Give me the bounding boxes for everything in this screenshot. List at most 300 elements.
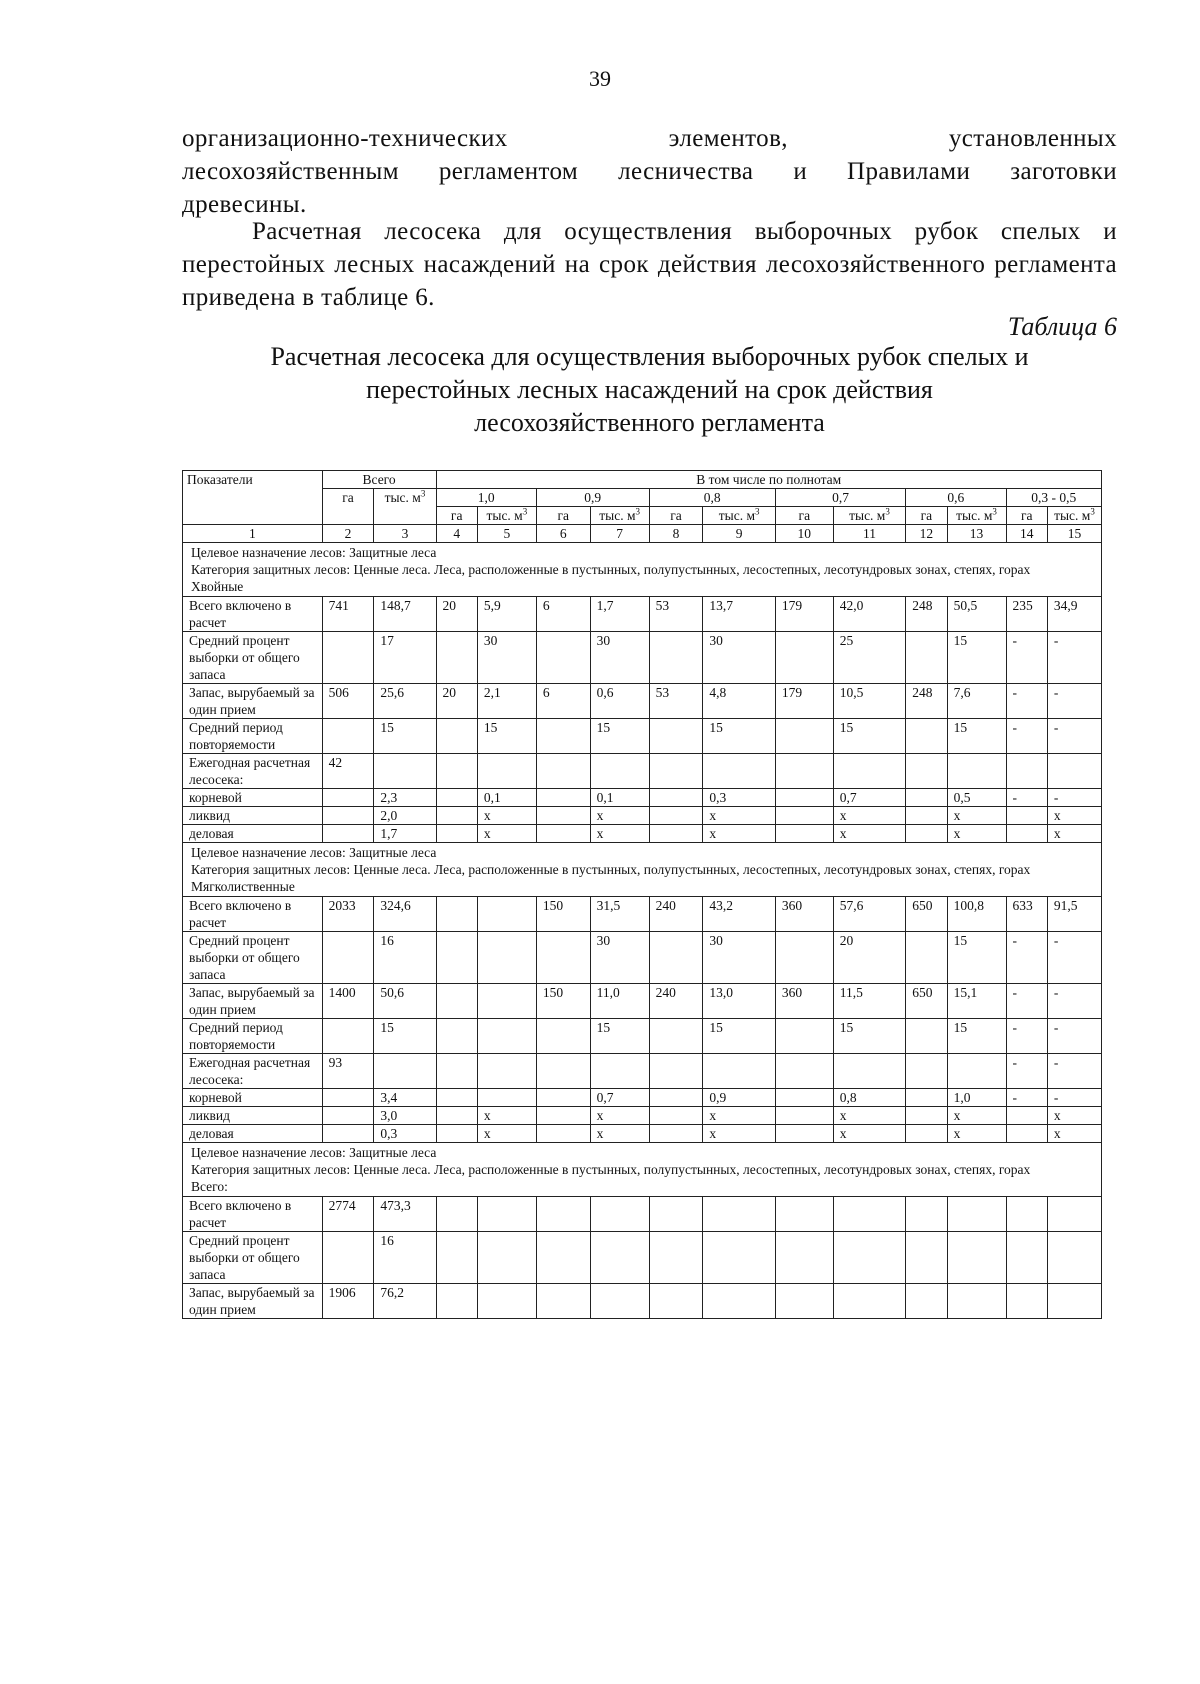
table-cell xyxy=(775,1107,833,1125)
table-cell: 15 xyxy=(947,932,1006,984)
table-cell xyxy=(536,632,590,684)
table-cell: 360 xyxy=(775,897,833,932)
table-row xyxy=(183,789,1102,807)
table-cell xyxy=(477,754,536,789)
table-cell: 4,8 xyxy=(703,684,775,719)
table-cell: 6 xyxy=(536,597,590,632)
table-cell xyxy=(477,984,536,1019)
table-label: Таблица 6 xyxy=(1007,312,1117,341)
table-cell xyxy=(649,1019,703,1054)
table-cell xyxy=(322,1125,374,1143)
table-cell: 0,7 xyxy=(590,1089,649,1107)
table-cell xyxy=(703,1232,775,1284)
paragraph1-word: организационно-технических xyxy=(182,125,508,152)
table-cell xyxy=(906,1232,947,1284)
table-cell xyxy=(649,719,703,754)
section-header-line: Мягколиственные xyxy=(191,879,295,894)
header-unit-ha: га xyxy=(649,507,703,525)
table-cell xyxy=(322,632,374,684)
table-cell xyxy=(590,1197,649,1232)
table-cell: 240 xyxy=(649,897,703,932)
table-cell: - xyxy=(1006,1054,1047,1089)
table-row xyxy=(183,807,1102,825)
header-density: 0,8 xyxy=(649,489,775,507)
table-cell xyxy=(703,754,775,789)
column-number: 2 xyxy=(322,525,374,543)
table-cell xyxy=(477,897,536,932)
table-cell xyxy=(947,754,1006,789)
table-cell xyxy=(833,754,905,789)
table-cell: 91,5 xyxy=(1047,897,1101,932)
table-cell: x xyxy=(590,825,649,843)
row-label: Средний процент выборки от общего запаса xyxy=(183,1232,323,1284)
table-cell: 741 xyxy=(322,597,374,632)
row-label: корневой xyxy=(183,1089,323,1107)
table-cell xyxy=(590,1284,649,1319)
table-cell: 179 xyxy=(775,597,833,632)
paragraph-continuation xyxy=(182,122,1117,221)
page-number: 39 xyxy=(589,66,611,91)
table-cell: - xyxy=(1047,1054,1101,1089)
table-cell xyxy=(947,1284,1006,1319)
table-cell xyxy=(906,632,947,684)
table-cell: x xyxy=(833,1125,905,1143)
row-label: Средний период повторяемости xyxy=(183,719,323,754)
table-cell: 633 xyxy=(1006,897,1047,932)
table-cell: x xyxy=(703,825,775,843)
table-cell: 235 xyxy=(1006,597,1047,632)
table-row xyxy=(183,1197,1102,1232)
table-cell xyxy=(906,1197,947,1232)
table-cell xyxy=(322,932,374,984)
table-cell xyxy=(649,807,703,825)
table-cell xyxy=(322,789,374,807)
row-label: Ежегодная расчетная лесосека: xyxy=(183,754,323,789)
column-number: 7 xyxy=(590,525,649,543)
table-cell xyxy=(536,719,590,754)
row-label: Запас, вырубаемый за один прием xyxy=(183,684,323,719)
table-cell xyxy=(775,1284,833,1319)
table-cell xyxy=(775,825,833,843)
table-cell xyxy=(322,1232,374,1284)
table-cell xyxy=(649,1107,703,1125)
table-cell xyxy=(649,789,703,807)
table-cell xyxy=(833,1197,905,1232)
row-label: Всего включено в расчет xyxy=(183,897,323,932)
row-label: ликвид xyxy=(183,1107,323,1125)
column-number: 13 xyxy=(947,525,1006,543)
table-cell xyxy=(374,1054,436,1089)
table-cell xyxy=(1006,1197,1047,1232)
table-cell xyxy=(1047,1197,1101,1232)
table-cell: x xyxy=(833,807,905,825)
harvest-table xyxy=(182,470,1102,1319)
table-cell xyxy=(436,1089,477,1107)
table-cell xyxy=(906,754,947,789)
table-cell xyxy=(649,1197,703,1232)
table-cell: 53 xyxy=(649,684,703,719)
table-cell: 0,7 xyxy=(833,789,905,807)
table-cell: 50,6 xyxy=(374,984,436,1019)
header-unit-m3: тыс. $м^3$ xyxy=(833,507,905,525)
row-label: Всего включено в расчет xyxy=(183,1197,323,1232)
paragraph1-line3: древесины. xyxy=(182,191,307,218)
header-unit-ha: га xyxy=(1006,507,1047,525)
table-cell xyxy=(436,1019,477,1054)
table-cell xyxy=(536,1232,590,1284)
table-cell: 53 xyxy=(649,597,703,632)
table-cell: 13,7 xyxy=(703,597,775,632)
table-cell: x xyxy=(477,1107,536,1125)
table-cell xyxy=(906,1054,947,1089)
table-cell xyxy=(775,1089,833,1107)
table-cell xyxy=(322,1107,374,1125)
table-cell: 25 xyxy=(833,632,905,684)
table-cell: - xyxy=(1006,932,1047,984)
section-header-line: Категория защитных лесов: Ценные леса. Леса, расположенные в пустынных, полупустынных, лесостепных, лесотундровых зонах, степях, горах xyxy=(191,562,1031,577)
table-cell: x xyxy=(947,1125,1006,1143)
table-cell: 25,6 xyxy=(374,684,436,719)
table-header xyxy=(183,471,1102,543)
table-cell: 3,0 xyxy=(374,1107,436,1125)
column-number: 9 xyxy=(703,525,775,543)
table-cell xyxy=(590,754,649,789)
table-cell: - xyxy=(1047,1019,1101,1054)
table-row xyxy=(183,1054,1102,1089)
table-cell xyxy=(536,1089,590,1107)
header-unit-m3: тыс. $м^3$ xyxy=(947,507,1006,525)
header-column-numbers xyxy=(183,525,1102,543)
table-cell: 34,9 xyxy=(1047,597,1101,632)
table-cell: 0,1 xyxy=(477,789,536,807)
table-cell xyxy=(436,932,477,984)
table-cell xyxy=(436,632,477,684)
table-cell xyxy=(436,897,477,932)
table-cell xyxy=(322,1089,374,1107)
table-cell xyxy=(649,1232,703,1284)
table-cell: 2,0 xyxy=(374,807,436,825)
header-indicators: Показатели xyxy=(183,471,323,525)
table-cell: 1400 xyxy=(322,984,374,1019)
section-header-line: Хвойные xyxy=(191,579,244,594)
table-cell xyxy=(649,1125,703,1143)
table-cell xyxy=(906,719,947,754)
table-cell: x xyxy=(590,1107,649,1125)
table-cell: 30 xyxy=(703,932,775,984)
table-cell: 248 xyxy=(906,597,947,632)
table-title xyxy=(182,340,1117,439)
row-label: Средний процент выборки от общего запаса xyxy=(183,932,323,984)
table-cell xyxy=(947,1197,1006,1232)
table-cell xyxy=(536,807,590,825)
table-cell: 473,3 xyxy=(374,1197,436,1232)
table-cell xyxy=(1047,1232,1101,1284)
table-cell: 57,6 xyxy=(833,897,905,932)
table-cell: 15 xyxy=(833,1019,905,1054)
row-label: Всего включено в расчет xyxy=(183,597,323,632)
table-cell xyxy=(649,632,703,684)
header-thous-m3: тыс. $м^3$ xyxy=(374,489,436,525)
table-cell: 0,5 xyxy=(947,789,1006,807)
table-cell: x xyxy=(477,1125,536,1143)
table-cell xyxy=(436,1284,477,1319)
table-cell: - xyxy=(1047,1089,1101,1107)
table-cell: 11,0 xyxy=(590,984,649,1019)
table-cell xyxy=(775,932,833,984)
table-cell xyxy=(947,1232,1006,1284)
table-cell xyxy=(436,1107,477,1125)
table-cell xyxy=(477,1054,536,1089)
table-cell xyxy=(436,754,477,789)
paragraph1-line2: лесохозяйственным регламентом лесничества и Правилами заготовки xyxy=(182,158,1117,185)
table-cell: 6 xyxy=(536,684,590,719)
table-row xyxy=(183,1089,1102,1107)
section-header xyxy=(183,543,1102,597)
table-cell xyxy=(477,1019,536,1054)
table-cell xyxy=(1006,754,1047,789)
table-cell xyxy=(536,1107,590,1125)
table-cell: 240 xyxy=(649,984,703,1019)
table-cell: 506 xyxy=(322,684,374,719)
table-cell: 50,5 xyxy=(947,597,1006,632)
table-cell xyxy=(649,932,703,984)
table-cell: 0,3 xyxy=(703,789,775,807)
column-number: 14 xyxy=(1006,525,1047,543)
table-cell xyxy=(477,932,536,984)
table-cell: 15 xyxy=(947,719,1006,754)
table-cell xyxy=(322,1019,374,1054)
row-label: Ежегодная расчетная лесосека: xyxy=(183,1054,323,1089)
table-cell: - xyxy=(1047,932,1101,984)
table-cell xyxy=(477,1232,536,1284)
table-cell xyxy=(1047,754,1101,789)
table-cell: 0,8 xyxy=(833,1089,905,1107)
table-cell xyxy=(436,807,477,825)
table-row xyxy=(183,719,1102,754)
table-cell: 150 xyxy=(536,897,590,932)
table-cell: 16 xyxy=(374,932,436,984)
table-cell xyxy=(1006,1232,1047,1284)
table-cell: x xyxy=(947,1107,1006,1125)
table-row xyxy=(183,984,1102,1019)
table-cell: x xyxy=(477,807,536,825)
table-cell: - xyxy=(1006,684,1047,719)
column-number: 5 xyxy=(477,525,536,543)
table-cell xyxy=(436,984,477,1019)
row-label: деловая xyxy=(183,1125,323,1143)
table-cell: 17 xyxy=(374,632,436,684)
paragraph1-word: установленных xyxy=(948,125,1117,152)
table-cell: x xyxy=(1047,825,1101,843)
table-cell xyxy=(906,807,947,825)
section-header-row xyxy=(183,1143,1102,1197)
table-cell xyxy=(536,1125,590,1143)
table-cell: 43,2 xyxy=(703,897,775,932)
section-header-line: Целевое назначение лесов: Защитные леса xyxy=(191,545,437,560)
header-unit-m3: тыс. $м^3$ xyxy=(477,507,536,525)
section-header xyxy=(183,1143,1102,1197)
table-row xyxy=(183,897,1102,932)
table-cell: 0,3 xyxy=(374,1125,436,1143)
table-cell: - xyxy=(1006,632,1047,684)
header-unit-ha: га xyxy=(536,507,590,525)
column-number: 12 xyxy=(906,525,947,543)
table-cell: x xyxy=(703,1107,775,1125)
table-cell xyxy=(322,807,374,825)
table-cell xyxy=(703,1197,775,1232)
table-cell: 15 xyxy=(590,1019,649,1054)
table-cell: 15 xyxy=(374,719,436,754)
table-cell: 360 xyxy=(775,984,833,1019)
table-cell: - xyxy=(1047,684,1101,719)
table-cell xyxy=(436,789,477,807)
table-cell: x xyxy=(703,807,775,825)
row-label: Средний период повторяемости xyxy=(183,1019,323,1054)
header-density: 0,9 xyxy=(536,489,649,507)
table-cell xyxy=(477,1284,536,1319)
table-cell: 0,9 xyxy=(703,1089,775,1107)
section-header-line: Целевое назначение лесов: Защитные леса xyxy=(191,1145,437,1160)
column-number: 10 xyxy=(775,525,833,543)
paragraph-intro: Расчетная лесосека для осуществления выборочных рубок спелых и перестойных лесных насаждений на срок действия лесохозяйственного регламента приведена в таблице 6. xyxy=(182,218,1117,311)
table-cell xyxy=(775,719,833,754)
table-cell xyxy=(590,1054,649,1089)
table-cell xyxy=(536,1197,590,1232)
header-total: Всего xyxy=(322,471,436,489)
table-cell: x xyxy=(590,1125,649,1143)
table-cell: 0,6 xyxy=(590,684,649,719)
table-cell xyxy=(906,932,947,984)
table-cell: - xyxy=(1047,719,1101,754)
table-cell: 324,6 xyxy=(374,897,436,932)
table-cell: 10,5 xyxy=(833,684,905,719)
table-cell: 15 xyxy=(374,1019,436,1054)
table-cell: x xyxy=(833,825,905,843)
table-cell xyxy=(906,789,947,807)
section-header-line: Целевое назначение лесов: Защитные леса xyxy=(191,845,437,860)
table-cell: x xyxy=(590,807,649,825)
table-row xyxy=(183,597,1102,632)
table-cell: 148,7 xyxy=(374,597,436,632)
table-cell: 15,1 xyxy=(947,984,1006,1019)
table-cell: 30 xyxy=(590,932,649,984)
table-cell xyxy=(436,1125,477,1143)
table-cell xyxy=(906,1019,947,1054)
table-cell xyxy=(649,1054,703,1089)
table-cell: 248 xyxy=(906,684,947,719)
table-cell xyxy=(322,719,374,754)
table-cell: 15 xyxy=(703,1019,775,1054)
table-cell xyxy=(775,1019,833,1054)
table-cell: 15 xyxy=(477,719,536,754)
table-cell: x xyxy=(947,807,1006,825)
table-cell xyxy=(536,789,590,807)
table-cell: 13,0 xyxy=(703,984,775,1019)
table-cell xyxy=(649,825,703,843)
table-cell xyxy=(1006,1125,1047,1143)
table-cell xyxy=(590,1232,649,1284)
table-cell: 31,5 xyxy=(590,897,649,932)
table-row xyxy=(183,1284,1102,1319)
table-cell: 1906 xyxy=(322,1284,374,1319)
table-cell xyxy=(436,1232,477,1284)
table-cell xyxy=(947,1054,1006,1089)
header-unit-m3: тыс. $м^3$ xyxy=(1047,507,1101,525)
header-unit-ha: га xyxy=(906,507,947,525)
table-cell xyxy=(477,1089,536,1107)
column-number: 8 xyxy=(649,525,703,543)
table-row xyxy=(183,1232,1102,1284)
table-cell xyxy=(649,1089,703,1107)
table-cell: 1,7 xyxy=(590,597,649,632)
row-label: деловая xyxy=(183,825,323,843)
header-density: 1,0 xyxy=(436,489,536,507)
table-cell xyxy=(477,1197,536,1232)
table-body xyxy=(183,543,1102,1319)
table-cell: x xyxy=(833,1107,905,1125)
table-cell: 2,3 xyxy=(374,789,436,807)
table-cell: 16 xyxy=(374,1232,436,1284)
table-cell: 20 xyxy=(436,684,477,719)
section-header-row xyxy=(183,843,1102,897)
table-cell xyxy=(906,1125,947,1143)
table-cell xyxy=(536,1019,590,1054)
table-cell: 42,0 xyxy=(833,597,905,632)
table-title-line: лесохозяйственного регламента xyxy=(474,408,825,437)
table-cell xyxy=(536,825,590,843)
table-cell xyxy=(1006,1107,1047,1125)
table-cell: 150 xyxy=(536,984,590,1019)
table-row xyxy=(183,825,1102,843)
table-cell xyxy=(775,1125,833,1143)
table-cell xyxy=(703,1054,775,1089)
table-cell: 15 xyxy=(947,1019,1006,1054)
table-cell xyxy=(906,1107,947,1125)
table-cell xyxy=(775,789,833,807)
section-header-row xyxy=(183,543,1102,597)
table-cell: - xyxy=(1006,984,1047,1019)
table-cell: 15 xyxy=(947,632,1006,684)
table-cell: 15 xyxy=(833,719,905,754)
table-row xyxy=(183,1125,1102,1143)
table-cell: 179 xyxy=(775,684,833,719)
table-cell: 42 xyxy=(322,754,374,789)
header-unit-ha: га xyxy=(775,507,833,525)
table-cell: 2033 xyxy=(322,897,374,932)
table-cell xyxy=(703,1284,775,1319)
table-cell: 3,4 xyxy=(374,1089,436,1107)
section-header xyxy=(183,843,1102,897)
table-cell: 20 xyxy=(833,932,905,984)
table-cell: 1,0 xyxy=(947,1089,1006,1107)
table-cell: x xyxy=(703,1125,775,1143)
table-cell: - xyxy=(1006,1019,1047,1054)
table-cell: x xyxy=(477,825,536,843)
table-cell: 76,2 xyxy=(374,1284,436,1319)
row-label: ликвид xyxy=(183,807,323,825)
table-title-line: Расчетная лесосека для осуществления выборочных рубок спелых и xyxy=(270,342,1029,371)
table-cell xyxy=(833,1232,905,1284)
header-unit-m3: тыс. $м^3$ xyxy=(703,507,775,525)
table-cell: 650 xyxy=(906,984,947,1019)
table-cell: 30 xyxy=(703,632,775,684)
table-cell: x xyxy=(1047,1107,1101,1125)
row-label: Средний процент выборки от общего запаса xyxy=(183,632,323,684)
table-cell xyxy=(436,825,477,843)
table-cell: - xyxy=(1006,719,1047,754)
table-row xyxy=(183,932,1102,984)
table-row xyxy=(183,1019,1102,1054)
